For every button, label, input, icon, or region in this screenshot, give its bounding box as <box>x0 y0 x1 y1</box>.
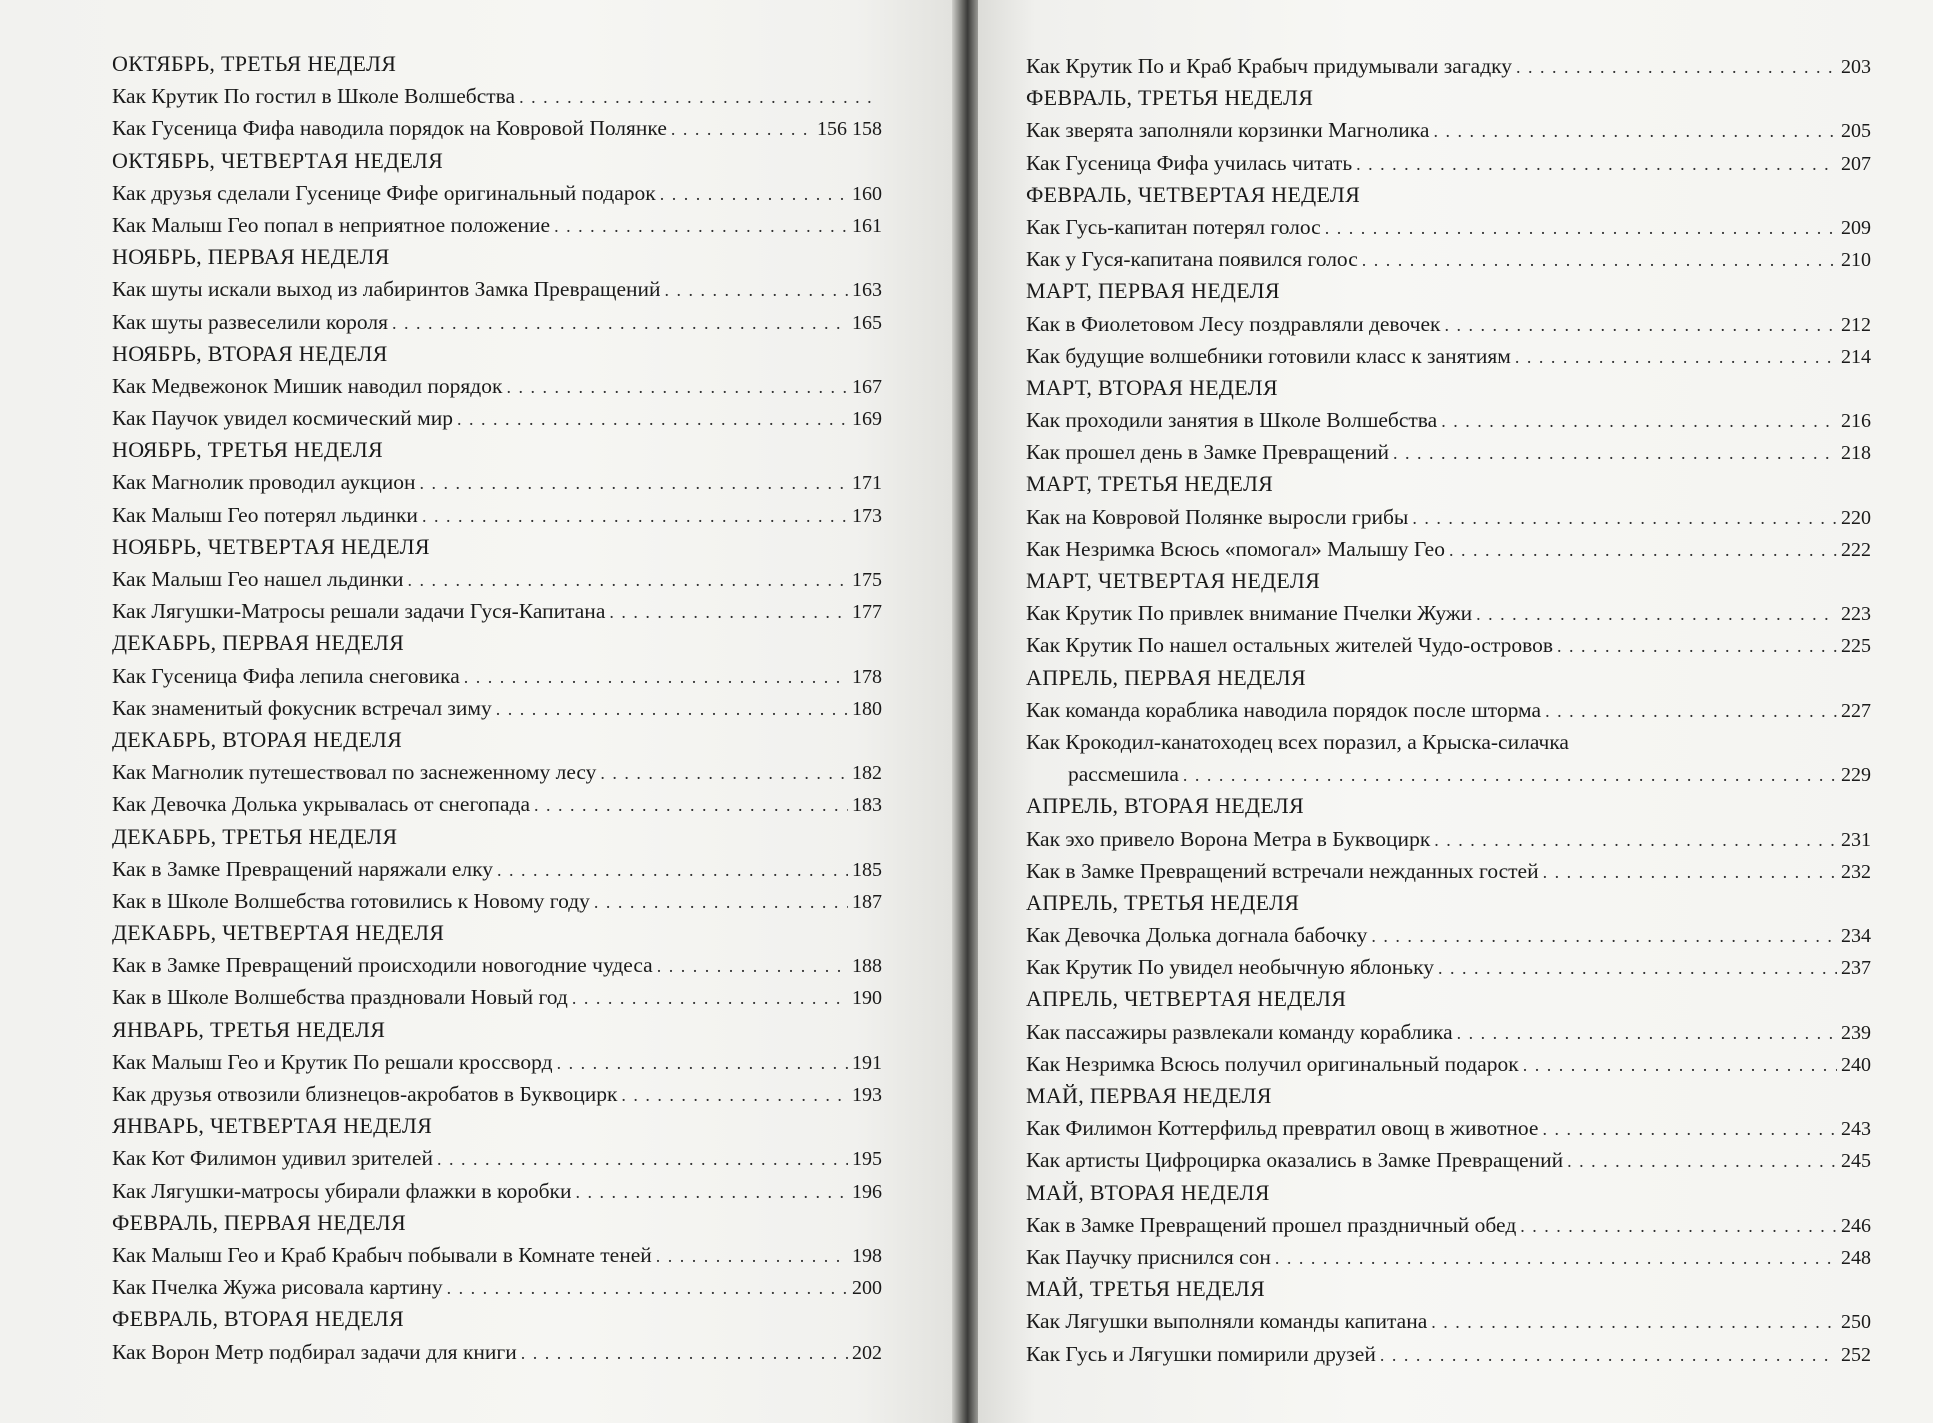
dot-leader <box>420 467 848 499</box>
page-number: 222 <box>1841 538 1871 561</box>
toc-entry <box>112 692 882 724</box>
page-number: 207 <box>1841 152 1871 175</box>
dot-leader <box>557 1047 848 1079</box>
toc-entry <box>112 885 882 917</box>
entry-title: Как Гусь и Лягушки помирили друзей <box>1026 1341 1376 1366</box>
entry-title: Как в Школе Волшебства готовились к Новому году <box>112 888 590 913</box>
page-number: 188 <box>852 955 882 978</box>
section-heading: МАРТ, ТРЕТЬЯ НЕДЕЛЯ <box>1026 471 1274 497</box>
toc-entry <box>112 402 882 434</box>
dot-leader <box>594 886 848 918</box>
dot-leader <box>1476 598 1837 630</box>
entry-title: Как в Замке Превращений происходили новогодние чудеса <box>112 953 653 978</box>
dot-leader <box>1434 824 1837 856</box>
entry-title: Как знаменитый фокусник встречал зиму <box>112 695 492 720</box>
section-heading: АПРЕЛЬ, ПЕРВАЯ НЕДЕЛЯ <box>1026 664 1306 690</box>
page-number: 191 <box>852 1051 882 1074</box>
dot-leader <box>665 274 848 306</box>
page-number: 173 <box>852 504 882 527</box>
section-heading: ДЕКАБРЬ, ПЕРВАЯ НЕДЕЛЯ <box>112 630 405 656</box>
section-heading: ФЕВРАЛЬ, ЧЕТВЕРТАЯ НЕДЕЛЯ <box>1026 181 1361 207</box>
dot-leader <box>572 982 848 1014</box>
page-number: 180 <box>852 697 882 720</box>
page-number: 220 <box>1841 506 1871 529</box>
entry-title: Как Лягушки-матросы убирали флажки в коробки <box>112 1178 572 1203</box>
entry-title: Как Паучку приснился сон <box>1026 1244 1271 1269</box>
entry-line-2 <box>1026 758 1871 790</box>
section-heading: ЯНВАРЬ, ТРЕТЬЯ НЕДЕЛЯ <box>112 1016 386 1042</box>
dot-leader <box>422 500 848 532</box>
toc-entry <box>112 1078 882 1110</box>
entry-title: Как будущие волшебники готовили класс к занятиям <box>1026 343 1511 368</box>
toc-entry <box>112 563 882 595</box>
entry-title: Как Магнолик путешествовал по заснеженному лесу <box>112 760 597 785</box>
entry-title: Как Крутик По увидел необычную яблоньку <box>1026 955 1435 980</box>
dot-leader <box>656 1240 848 1272</box>
dot-leader <box>1431 1306 1837 1338</box>
toc-entry <box>1026 436 1871 468</box>
entry-title: Как Крутик По нашел остальных жителей Чудо-островов <box>1026 633 1553 658</box>
section-heading: НОЯБРЬ, ЧЕТВЕРТАЯ НЕДЕЛЯ <box>112 533 430 559</box>
section-heading: АПРЕЛЬ, ТРЕТЬЯ НЕДЕЛЯ <box>1026 889 1300 915</box>
entry-title: Как Пчелка Жужа рисовала картину <box>112 1275 443 1300</box>
toc-entry <box>1026 694 1871 726</box>
page-number: 187 <box>852 890 882 913</box>
entry-title: Как Крутик По и Краб Крабыч придумывали загадку <box>1026 54 1513 78</box>
entry-title: Как Медвежонок Мишик наводил порядок <box>112 373 503 398</box>
dot-leader <box>1520 1210 1837 1242</box>
page-number: 212 <box>1841 313 1871 336</box>
page-number: 193 <box>852 1084 882 1106</box>
dot-leader <box>437 1143 848 1175</box>
entry-title: Как прошел день в Замке Превращений <box>1026 440 1389 465</box>
page-number: 182 <box>852 762 882 785</box>
dot-leader <box>621 1079 848 1111</box>
page-number: 223 <box>1841 603 1871 626</box>
toc-entry <box>112 1175 882 1207</box>
page-number: 160 <box>852 182 882 205</box>
entry-title: Как Малыш Гео нашел льдинки <box>112 567 404 591</box>
dot-leader <box>671 113 813 145</box>
page-number: 218 <box>1841 442 1871 465</box>
toc-entry <box>112 112 882 144</box>
entry-title: Как Паучок увидел космический мир <box>112 406 453 431</box>
entry-title: Как Ворон Метр подбирал задачи для книги <box>112 1339 517 1364</box>
toc-entry <box>1026 340 1871 372</box>
entry-title: Как пассажиры развлекали команду кораблика <box>1026 1019 1453 1044</box>
page-number: 178 <box>852 665 882 688</box>
page-number: 225 <box>1841 635 1871 658</box>
toc-entry <box>1026 1209 1871 1241</box>
section-heading: НОЯБРЬ, ПЕРВАЯ НЕДЕЛЯ <box>112 244 390 270</box>
entry-title: Как Крутик По привлек внимание Пчелки Жужи <box>1026 601 1473 626</box>
toc-entry <box>1026 1048 1871 1080</box>
toc-entry <box>112 981 882 1013</box>
entry-title: Как шуты развеселили короля <box>112 309 388 334</box>
entry-title: Как Лягушки-Матросы решали задачи Гуся-Капитана <box>112 599 606 624</box>
entry-title: Как друзья сделали Гусенице Фифе оригинальный подарок <box>112 180 656 205</box>
entry-title: Как Крокодил-канатоходец всех поразил, а Крыска-силачка <box>1026 729 1569 754</box>
page-number: 231 <box>1841 828 1871 851</box>
toc-entry <box>1026 823 1871 855</box>
dot-leader <box>1444 309 1837 341</box>
page-number: 246 <box>1841 1214 1871 1237</box>
entry-title-continued: рассмешила <box>1068 762 1179 787</box>
section-heading: НОЯБРЬ, ТРЕТЬЯ НЕДЕЛЯ <box>112 437 383 463</box>
dot-leader <box>1393 437 1837 469</box>
page-number: 239 <box>1841 1021 1871 1044</box>
dot-leader <box>1441 405 1837 437</box>
toc-entry <box>112 370 882 402</box>
toc-entry <box>112 853 882 885</box>
dot-leader <box>447 1272 848 1304</box>
toc-entry <box>112 499 882 531</box>
page-number: 163 <box>852 279 882 302</box>
dot-leader <box>1542 1113 1837 1145</box>
section-heading: МАЙ, ВТОРАЯ НЕДЕЛЯ <box>1026 1179 1270 1205</box>
toc-entry <box>1026 1016 1871 1048</box>
toc-entry <box>1026 211 1871 243</box>
page-number: 243 <box>1841 1118 1871 1141</box>
dot-leader <box>1362 244 1837 276</box>
dot-leader <box>534 789 848 821</box>
toc-entry <box>112 1046 882 1078</box>
entry-title: Как в Школе Волшебства праздновали Новый год <box>112 985 568 1010</box>
dot-leader <box>497 854 848 886</box>
entry-title: Как на Ковровой Полянке выросли грибы <box>1026 504 1409 529</box>
entry-title: Как Гусь-капитан потерял голос <box>1026 214 1321 239</box>
page-number: 203 <box>1841 56 1871 78</box>
dot-leader <box>519 81 878 113</box>
page-number: 216 <box>1841 410 1871 433</box>
dot-leader <box>1412 502 1837 534</box>
entry-title: Как друзья отвозили близнецов-акробатов в Буквоцирк <box>112 1082 618 1106</box>
entry-title: Как Незримка Всюсь «помогал» Малышу Гео <box>1026 536 1445 561</box>
toc-entry <box>1026 726 1871 790</box>
section-heading: ДЕКАБРЬ, ВТОРАЯ НЕДЕЛЯ <box>112 726 403 752</box>
toc-entry <box>1026 50 1871 82</box>
section-heading: МАЙ, ПЕРВАЯ НЕДЕЛЯ <box>1026 1083 1272 1109</box>
dot-leader <box>1183 759 1837 791</box>
entry-title: Как Лягушки выполняли команды капитана <box>1026 1309 1428 1334</box>
dot-leader <box>1356 148 1837 180</box>
toc-entry <box>1026 1305 1871 1337</box>
page-number: 169 <box>852 408 882 431</box>
entry-title: Как Малыш Гео попал в неприятное положение <box>112 212 551 237</box>
entry-title: Как артисты Цифроцирка оказались в Замке Превращений <box>1026 1148 1564 1173</box>
entry-title: Как Гусеница Фифа наводила порядок на Ковровой Полянке <box>112 116 667 141</box>
entry-title: Как Девочка Долька догнала бабочку <box>1026 923 1368 948</box>
dot-leader <box>1545 695 1837 727</box>
section-heading: АПРЕЛЬ, ВТОРАЯ НЕДЕЛЯ <box>1026 793 1304 819</box>
section-heading: НОЯБРЬ, ВТОРАЯ НЕДЕЛЯ <box>112 340 388 366</box>
dot-leader <box>554 210 848 242</box>
dot-leader <box>1523 1049 1837 1081</box>
dot-leader <box>1380 1339 1837 1371</box>
table-of-contents-right <box>978 0 1933 1370</box>
dot-leader <box>609 596 848 628</box>
section-heading: ФЕВРАЛЬ, ТРЕТЬЯ НЕДЕЛЯ <box>1026 85 1314 111</box>
entry-title: Как Малыш Гео потерял льдинки <box>112 502 418 527</box>
toc-entry <box>112 209 882 241</box>
section-heading: МАЙ, ТРЕТЬЯ НЕДЕЛЯ <box>1026 1276 1265 1302</box>
dot-leader <box>521 1337 848 1369</box>
section-heading: АПРЕЛЬ, ЧЕТВЕРТАЯ НЕДЕЛЯ <box>1026 986 1347 1012</box>
dot-leader <box>1325 212 1837 244</box>
entry-title: Как Кот Филимон удивил зрителей <box>112 1146 433 1171</box>
toc-entry <box>1026 597 1871 629</box>
toc-entry <box>112 756 882 788</box>
dot-leader <box>496 693 848 725</box>
page-number: 165 <box>852 311 882 334</box>
right-page <box>978 0 1933 1423</box>
toc-entry <box>112 177 882 209</box>
dot-leader <box>1438 952 1837 984</box>
page-number: 202 <box>852 1341 882 1364</box>
dot-leader <box>1433 115 1837 147</box>
toc-entry <box>1026 855 1871 887</box>
entry-title: Как Девочка Долька укрывалась от снегопада <box>112 792 531 817</box>
dot-leader <box>1557 630 1837 662</box>
page-number: 209 <box>1841 216 1871 239</box>
entry-title: Как Гусеница Фифа лепила снеговика <box>112 663 460 688</box>
dot-leader <box>1516 51 1837 83</box>
entry-title: Как Гусеница Фифа училась читать <box>1026 150 1353 175</box>
entry-title: Как Незримка Всюсь получил оригинальный подарок <box>1026 1051 1519 1076</box>
dot-leader <box>464 661 848 693</box>
left-page <box>0 0 952 1423</box>
page-number: 252 <box>1841 1343 1871 1366</box>
dot-leader <box>1449 534 1837 566</box>
entry-title: Как Филимон Коттерфильд превратил овощ в животное <box>1026 1116 1539 1141</box>
page-number: 245 <box>1841 1150 1871 1173</box>
entry-title: Как команда кораблика наводила порядок после шторма <box>1026 697 1542 722</box>
page-number: 183 <box>852 794 882 817</box>
entry-title: Как зверята заполняли корзинки Магнолика <box>1026 118 1430 143</box>
page-number: 214 <box>1841 345 1871 368</box>
entry-title: Как в Замке Превращений прошел праздничный обед <box>1026 1212 1517 1237</box>
toc-entry <box>1026 404 1871 436</box>
dot-leader <box>576 1176 849 1208</box>
entry-title: Как у Гуся-капитана появился голос <box>1026 247 1358 272</box>
page-number: 237 <box>1841 957 1871 980</box>
section-heading: ОКТЯБРЬ, ЧЕТВЕРТАЯ НЕДЕЛЯ <box>112 147 444 173</box>
entry-title: Как Крутик По гостил в Школе Волшебства <box>112 84 516 109</box>
page-number: 177 <box>852 601 882 624</box>
toc-entry <box>1026 919 1871 951</box>
section-heading: ФЕВРАЛЬ, ПЕРВАЯ НЕДЕЛЯ <box>112 1209 406 1235</box>
toc-entry <box>1026 1241 1871 1273</box>
entry-title: Как Магнолик проводил аукцион <box>112 470 416 495</box>
toc-entry <box>1026 501 1871 533</box>
page-number: 205 <box>1841 120 1871 143</box>
page-number: 161 <box>852 214 882 237</box>
dot-leader <box>1543 856 1837 888</box>
page-number: 229 <box>1841 764 1871 787</box>
entry-title: Как Малыш Гео и Краб Крабыч побывали в Комнате теней <box>112 1242 652 1267</box>
dot-leader <box>1275 1242 1837 1274</box>
toc-entry <box>1026 1144 1871 1176</box>
dot-leader <box>1457 1017 1837 1049</box>
section-heading: ЯНВАРЬ, ЧЕТВЕРТАЯ НЕДЕЛЯ <box>112 1113 433 1139</box>
page-number: 240 <box>1841 1053 1871 1076</box>
page-number: 210 <box>1841 249 1871 272</box>
page-number: 248 <box>1841 1246 1871 1269</box>
dot-leader <box>1515 341 1837 373</box>
page-number: 185 <box>852 858 882 881</box>
entry-title: Как в Фиолетовом Лесу поздравляли девочек <box>1026 311 1441 336</box>
page-number: 250 <box>1841 1311 1871 1334</box>
toc-entry <box>1026 951 1871 983</box>
page-number: 171 <box>852 472 882 495</box>
page-number: 232 <box>1841 860 1871 883</box>
page-number: 198 <box>852 1244 882 1267</box>
dot-leader <box>600 757 848 789</box>
entry-title: Как эхо привело Ворона Метра в Буквоцирк <box>1026 826 1431 851</box>
toc-entry <box>112 788 882 820</box>
section-heading: ДЕКАБРЬ, ТРЕТЬЯ НЕДЕЛЯ <box>112 823 398 849</box>
entry-title: Как шуты искали выход из лабиринтов Замка Превращений <box>112 277 661 302</box>
entry-title: Как Малыш Гео и Крутик По решали кроссворд <box>112 1049 553 1074</box>
book-gutter <box>952 0 978 1423</box>
toc-entry <box>112 466 882 498</box>
entry-title: Как в Замке Превращений наряжали елку <box>112 856 493 881</box>
page-number: 200 <box>852 1277 882 1300</box>
table-of-contents-left <box>0 0 952 1368</box>
toc-entry <box>1026 1112 1871 1144</box>
entry-title: Как проходили занятия в Школе Волшебства <box>1026 408 1438 433</box>
toc-entry <box>1026 114 1871 146</box>
toc-entry <box>112 1271 882 1303</box>
toc-entry <box>112 660 882 692</box>
toc-entry <box>112 306 882 338</box>
page-number: 234 <box>1841 925 1871 948</box>
page-number: 175 <box>852 569 882 591</box>
toc-entry <box>1026 308 1871 340</box>
dot-leader <box>657 950 848 982</box>
dot-leader <box>1371 920 1837 952</box>
section-heading: МАРТ, ПЕРВАЯ НЕДЕЛЯ <box>1026 278 1280 304</box>
page-number: 167 <box>852 375 882 398</box>
toc-entry <box>112 1336 882 1368</box>
dot-leader <box>457 403 848 435</box>
dot-leader <box>660 178 848 210</box>
entry-title: Как в Замке Превращений встречали нежданных гостей <box>1026 858 1539 883</box>
toc-entry <box>1026 147 1871 179</box>
toc-entry <box>1026 243 1871 275</box>
section-heading: МАРТ, ЧЕТВЕРТАЯ НЕДЕЛЯ <box>1026 568 1321 593</box>
toc-entry <box>1026 1338 1871 1370</box>
toc-entry <box>112 80 882 112</box>
section-heading: ДЕКАБРЬ, ЧЕТВЕРТАЯ НЕДЕЛЯ <box>112 920 445 946</box>
section-heading: МАРТ, ВТОРАЯ НЕДЕЛЯ <box>1026 374 1278 400</box>
section-heading: ОКТЯБРЬ, ТРЕТЬЯ НЕДЕЛЯ <box>112 51 397 76</box>
page-number: 196 <box>852 1180 882 1203</box>
page-number: 190 <box>852 987 882 1010</box>
page-number: 195 <box>852 1148 882 1171</box>
toc-entry <box>112 949 882 981</box>
toc-entry <box>112 273 882 305</box>
toc-entry <box>1026 629 1871 661</box>
toc-entry <box>112 1239 882 1271</box>
dot-leader <box>408 564 848 596</box>
section-heading: ФЕВРАЛЬ, ВТОРАЯ НЕДЕЛЯ <box>112 1306 404 1332</box>
toc-entry <box>112 1142 882 1174</box>
dot-leader <box>392 307 848 339</box>
page-number: 227 <box>1841 699 1871 722</box>
dot-leader <box>1567 1145 1837 1177</box>
dot-leader <box>506 371 848 403</box>
toc-entry <box>1026 533 1871 565</box>
toc-entry <box>112 595 882 627</box>
page-number: 156 158 <box>817 118 882 141</box>
